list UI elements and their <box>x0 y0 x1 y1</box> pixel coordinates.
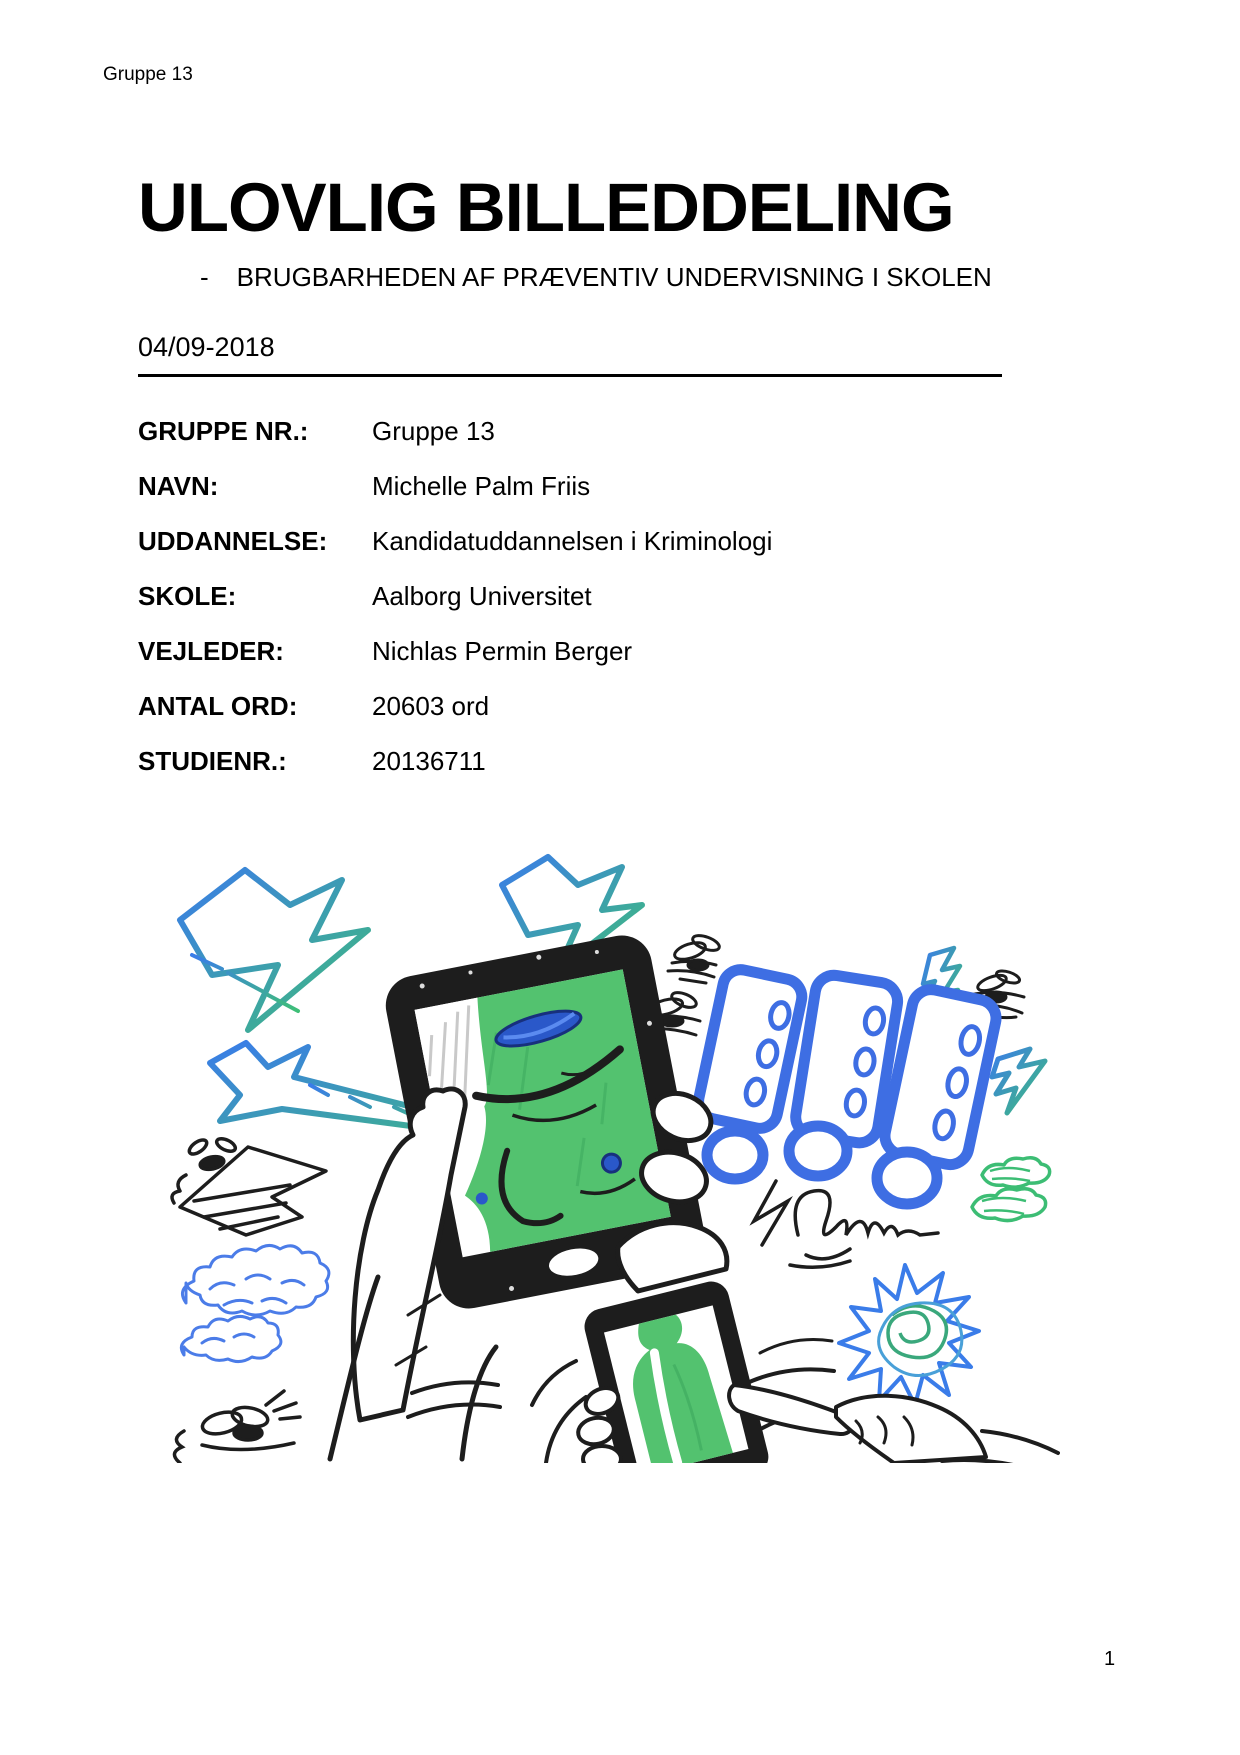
field-row <box>138 734 1002 789</box>
bottom-fly-scribble-icon <box>174 1391 300 1463</box>
field-row <box>138 404 1002 459</box>
field-value: Kandidatuddannelsen i Kriminologi <box>372 526 773 556</box>
paper-plane-fly-icon <box>172 1136 326 1235</box>
cover-illustration <box>150 845 1060 1463</box>
document-subtitle <box>200 262 992 293</box>
field-label: SKOLE: <box>138 581 237 611</box>
blue-clouds-icon <box>181 1245 329 1361</box>
date-text: 04/09-2018 <box>138 332 275 362</box>
document-title: ULOVLIG BILLEDDELING <box>138 169 954 246</box>
field-label: NAVN: <box>138 471 219 501</box>
field-label: UDDANNELSE: <box>138 526 328 556</box>
field-value: Aalborg Universitet <box>372 581 592 611</box>
field-value: Gruppe 13 <box>372 416 495 446</box>
field-label: GRUPPE NR.: <box>138 416 309 446</box>
pointing-hand-sketch <box>729 1340 1058 1464</box>
field-row <box>138 459 1002 514</box>
divider-rule <box>138 374 1002 377</box>
starburst-icon <box>839 1265 979 1405</box>
field-row <box>138 569 1002 624</box>
right-lightning-icon <box>992 1049 1045 1113</box>
field-value: 20136711 <box>372 746 486 776</box>
field-value: 20603 ord <box>372 691 490 721</box>
exclamation-marks-icon <box>695 966 999 1204</box>
page-number: 1 <box>1104 1648 1116 1670</box>
field-label: STUDIENR.: <box>138 746 287 776</box>
green-scribble-clouds-icon <box>972 1158 1050 1221</box>
field-row <box>138 679 1002 734</box>
field-label: ANTAL ORD: <box>138 691 298 721</box>
subtitle-dash: - <box>200 262 209 292</box>
small-phone-holding-hand <box>408 1361 622 1463</box>
subtitle-text: BRUGBARHEDEN AF PRÆVENTIV UNDERVISNING I SKOLEN <box>236 262 992 292</box>
field-value: Nichlas Permin Berger <box>372 636 633 666</box>
field-row <box>138 624 1002 679</box>
running-header: Gruppe 13 <box>103 64 193 85</box>
field-row <box>138 514 1002 569</box>
field-value: Michelle Palm Friis <box>372 471 591 501</box>
metadata-fields <box>138 404 1002 789</box>
field-label: VEJLEDER: <box>138 636 284 666</box>
